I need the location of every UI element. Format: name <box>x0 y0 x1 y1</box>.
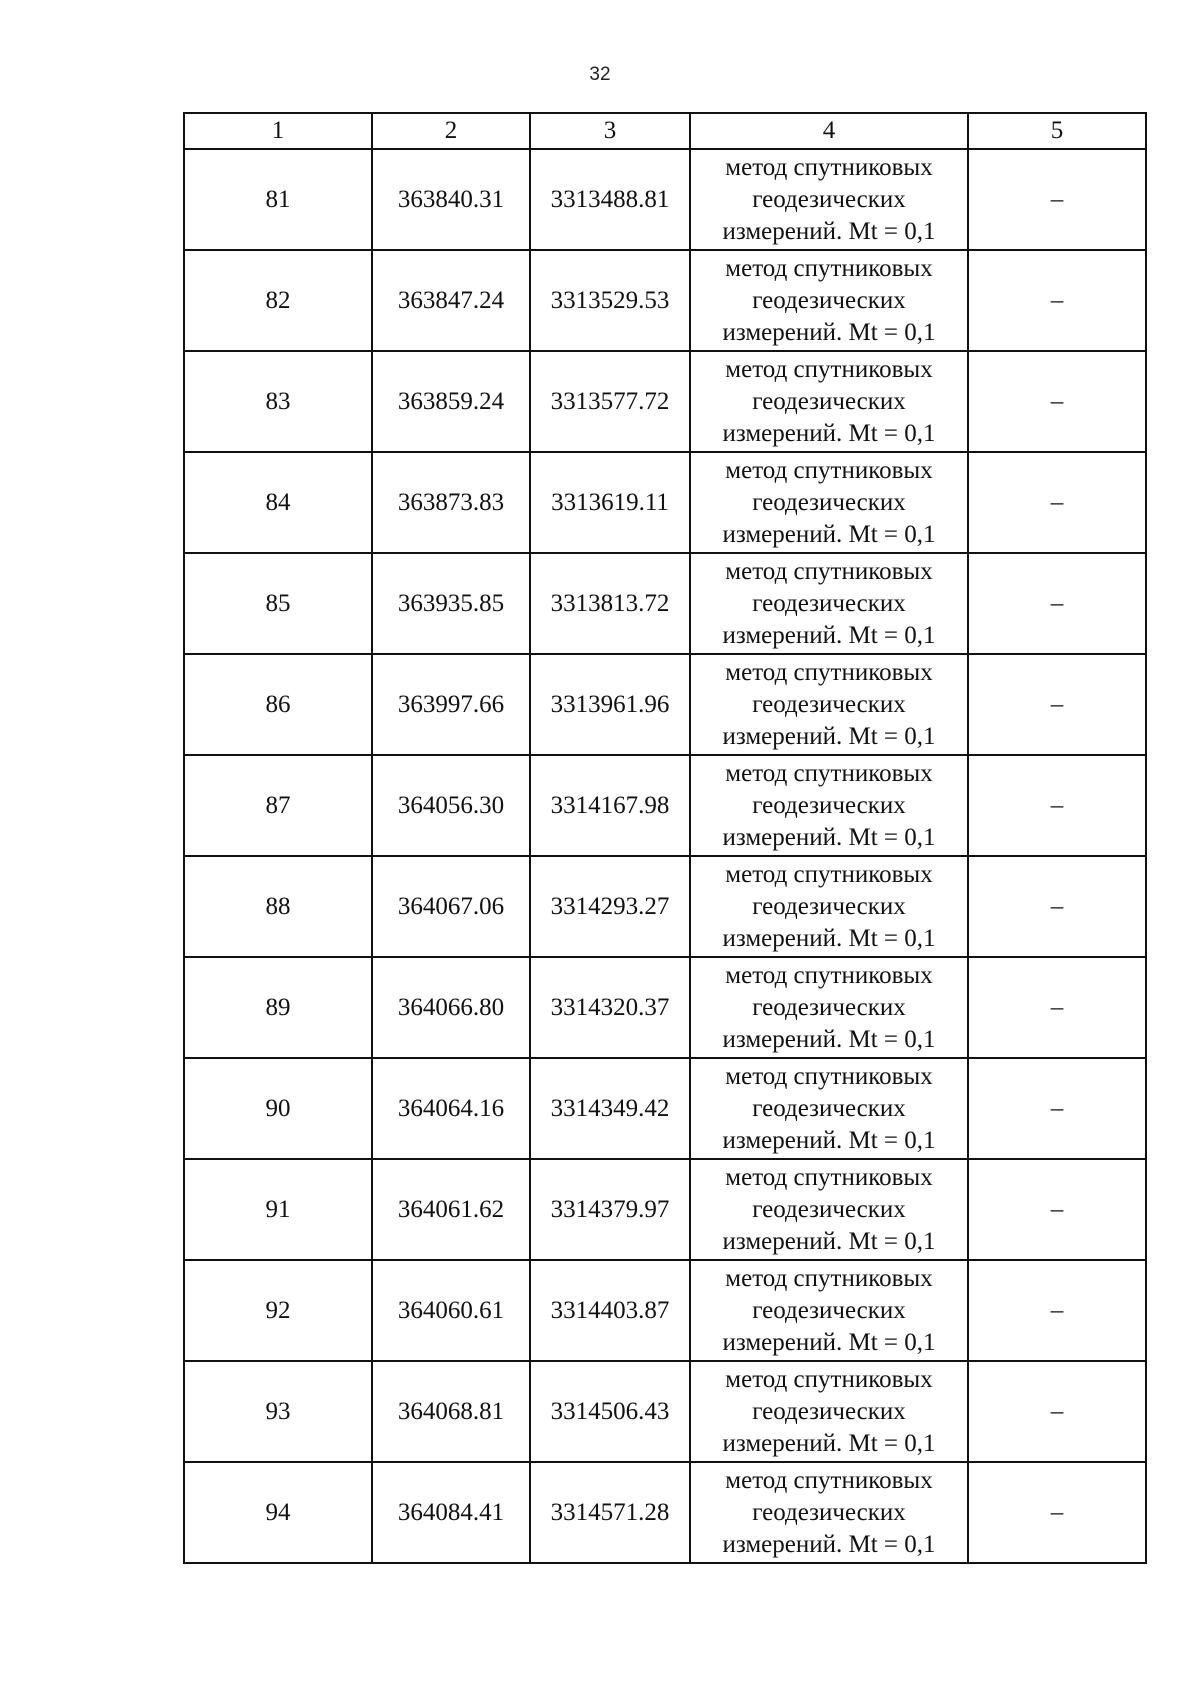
method-cell <box>690 351 968 452</box>
y-coordinate-cell: 3313577.72 <box>530 351 690 452</box>
method-text-line: измерений. Mt = 0,1 <box>722 217 936 245</box>
table-row <box>184 654 1146 755</box>
method-text-line: геодезических <box>752 1296 906 1324</box>
table-header <box>184 113 1146 149</box>
note-cell: – <box>968 1462 1146 1563</box>
point-number-cell: 92 <box>184 1260 372 1361</box>
note-cell: – <box>968 149 1146 250</box>
method-cell <box>690 1058 968 1159</box>
note-cell: – <box>968 856 1146 957</box>
table-row <box>184 553 1146 654</box>
x-coordinate-cell: 364060.61 <box>372 1260 530 1361</box>
point-number-cell: 82 <box>184 250 372 351</box>
point-number-cell: 86 <box>184 654 372 755</box>
note-cell: – <box>968 1159 1146 1260</box>
y-coordinate-cell: 3313813.72 <box>530 553 690 654</box>
header-col-3: 3 <box>530 113 690 149</box>
y-coordinate-cell: 3313488.81 <box>530 149 690 250</box>
x-coordinate-cell: 363859.24 <box>372 351 530 452</box>
method-text-line: измерений. Mt = 0,1 <box>722 1025 936 1053</box>
method-cell <box>690 755 968 856</box>
page-number: 32 <box>589 64 611 85</box>
method-cell <box>690 149 968 250</box>
method-cell <box>690 654 968 755</box>
point-number-cell: 81 <box>184 149 372 250</box>
y-coordinate-cell: 3314349.42 <box>530 1058 690 1159</box>
method-text-line: метод спутниковых <box>725 860 933 888</box>
method-text-line: геодезических <box>752 993 906 1021</box>
point-number-cell: 87 <box>184 755 372 856</box>
note-cell: – <box>968 351 1146 452</box>
table-row <box>184 957 1146 1058</box>
method-text-line: метод спутниковых <box>725 254 933 282</box>
method-text-line: измерений. Mt = 0,1 <box>722 419 936 447</box>
note-cell: – <box>968 452 1146 553</box>
method-text-line: геодезических <box>752 1195 906 1223</box>
header-row <box>184 113 1146 149</box>
table-row <box>184 452 1146 553</box>
method-text-line: измерений. Mt = 0,1 <box>722 1530 936 1558</box>
method-text-line: метод спутниковых <box>725 759 933 787</box>
method-text-line: геодезических <box>752 892 906 920</box>
method-text-line: измерений. Mt = 0,1 <box>722 520 936 548</box>
method-text-line: метод спутниковых <box>725 1466 933 1494</box>
table-row <box>184 856 1146 957</box>
method-text-line: геодезических <box>752 488 906 516</box>
table-row <box>184 1058 1146 1159</box>
y-coordinate-cell: 3314320.37 <box>530 957 690 1058</box>
x-coordinate-cell: 364066.80 <box>372 957 530 1058</box>
method-text-line: метод спутниковых <box>725 557 933 585</box>
table-row <box>184 1361 1146 1462</box>
method-text-line: метод спутниковых <box>725 1163 933 1191</box>
method-text-line: геодезических <box>752 1397 906 1425</box>
point-number-cell: 94 <box>184 1462 372 1563</box>
y-coordinate-cell: 3313961.96 <box>530 654 690 755</box>
point-number-cell: 85 <box>184 553 372 654</box>
method-text-line: метод спутниковых <box>725 658 933 686</box>
method-text-line: геодезических <box>752 791 906 819</box>
method-cell <box>690 250 968 351</box>
method-text-line: измерений. Mt = 0,1 <box>722 722 936 750</box>
table-row <box>184 755 1146 856</box>
method-text-line: метод спутниковых <box>725 1264 933 1292</box>
x-coordinate-cell: 364067.06 <box>372 856 530 957</box>
method-text-line: метод спутниковых <box>725 1365 933 1393</box>
note-cell: – <box>968 1361 1146 1462</box>
note-cell: – <box>968 755 1146 856</box>
method-text-line: геодезических <box>752 286 906 314</box>
method-text-line: измерений. Mt = 0,1 <box>722 1429 936 1457</box>
table-row <box>184 1462 1146 1563</box>
y-coordinate-cell: 3314571.28 <box>530 1462 690 1563</box>
point-number-cell: 90 <box>184 1058 372 1159</box>
method-text-line: геодезических <box>752 1094 906 1122</box>
table-row <box>184 1260 1146 1361</box>
method-text-line: метод спутниковых <box>725 1062 933 1090</box>
method-text-line: метод спутниковых <box>725 355 933 383</box>
point-number-cell: 83 <box>184 351 372 452</box>
header-col-4: 4 <box>690 113 968 149</box>
y-coordinate-cell: 3314167.98 <box>530 755 690 856</box>
method-cell <box>690 856 968 957</box>
x-coordinate-cell: 364061.62 <box>372 1159 530 1260</box>
header-col-2: 2 <box>372 113 530 149</box>
method-text-line: метод спутниковых <box>725 961 933 989</box>
coordinates-table <box>183 112 1147 1564</box>
header-col-5: 5 <box>968 113 1146 149</box>
method-text-line: измерений. Mt = 0,1 <box>722 318 936 346</box>
method-text-line: измерений. Mt = 0,1 <box>722 1126 936 1154</box>
y-coordinate-cell: 3314506.43 <box>530 1361 690 1462</box>
note-cell: – <box>968 654 1146 755</box>
header-col-1: 1 <box>184 113 372 149</box>
method-cell <box>690 553 968 654</box>
note-cell: – <box>968 1260 1146 1361</box>
method-text-line: измерений. Mt = 0,1 <box>722 823 936 851</box>
point-number-cell: 88 <box>184 856 372 957</box>
method-cell <box>690 1159 968 1260</box>
table-row <box>184 149 1146 250</box>
method-cell <box>690 1361 968 1462</box>
y-coordinate-cell: 3313619.11 <box>530 452 690 553</box>
note-cell: – <box>968 553 1146 654</box>
method-text-line: измерений. Mt = 0,1 <box>722 621 936 649</box>
table-row <box>184 1159 1146 1260</box>
method-cell <box>690 957 968 1058</box>
method-text-line: метод спутниковых <box>725 456 933 484</box>
point-number-cell: 93 <box>184 1361 372 1462</box>
x-coordinate-cell: 363847.24 <box>372 250 530 351</box>
method-text-line: измерений. Mt = 0,1 <box>722 1328 936 1356</box>
table-row <box>184 250 1146 351</box>
x-coordinate-cell: 363873.83 <box>372 452 530 553</box>
x-coordinate-cell: 363840.31 <box>372 149 530 250</box>
method-text-line: измерений. Mt = 0,1 <box>722 924 936 952</box>
method-text-line: геодезических <box>752 589 906 617</box>
method-cell <box>690 1462 968 1563</box>
method-text-line: геодезических <box>752 1498 906 1526</box>
method-cell <box>690 1260 968 1361</box>
note-cell: – <box>968 1058 1146 1159</box>
x-coordinate-cell: 363997.66 <box>372 654 530 755</box>
note-cell: – <box>968 250 1146 351</box>
method-text-line: геодезических <box>752 185 906 213</box>
table-row <box>184 351 1146 452</box>
note-cell: – <box>968 957 1146 1058</box>
x-coordinate-cell: 364064.16 <box>372 1058 530 1159</box>
point-number-cell: 91 <box>184 1159 372 1260</box>
y-coordinate-cell: 3313529.53 <box>530 250 690 351</box>
x-coordinate-cell: 364084.41 <box>372 1462 530 1563</box>
point-number-cell: 84 <box>184 452 372 553</box>
x-coordinate-cell: 364068.81 <box>372 1361 530 1462</box>
y-coordinate-cell: 3314379.97 <box>530 1159 690 1260</box>
method-cell <box>690 452 968 553</box>
point-number-cell: 89 <box>184 957 372 1058</box>
method-text-line: геодезических <box>752 387 906 415</box>
y-coordinate-cell: 3314403.87 <box>530 1260 690 1361</box>
method-text-line: геодезических <box>752 690 906 718</box>
method-text-line: метод спутниковых <box>725 153 933 181</box>
y-coordinate-cell: 3314293.27 <box>530 856 690 957</box>
method-text-line: измерений. Mt = 0,1 <box>722 1227 936 1255</box>
x-coordinate-cell: 364056.30 <box>372 755 530 856</box>
x-coordinate-cell: 363935.85 <box>372 553 530 654</box>
table-body <box>184 149 1146 1563</box>
